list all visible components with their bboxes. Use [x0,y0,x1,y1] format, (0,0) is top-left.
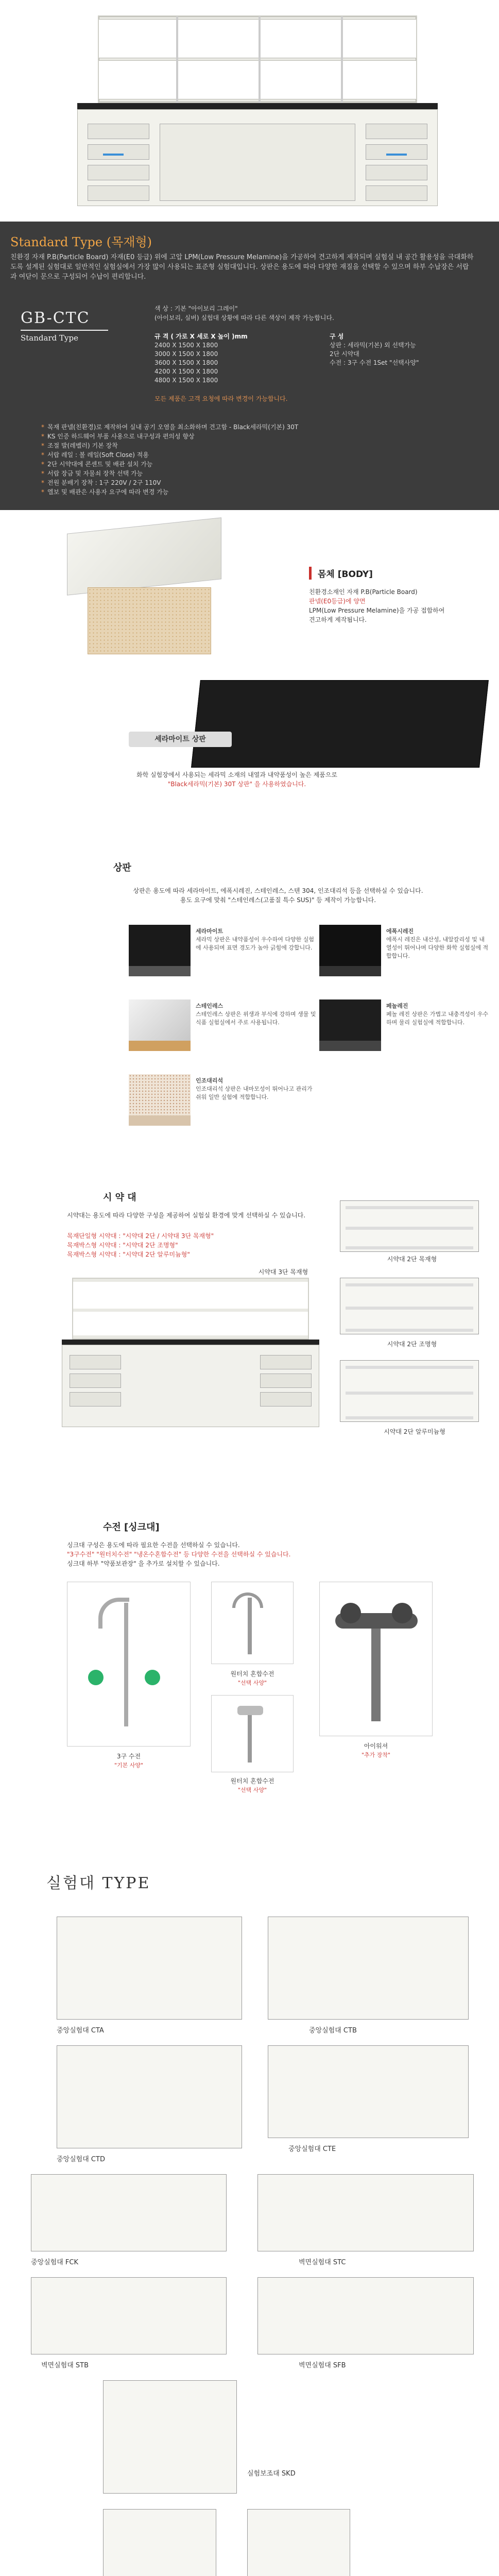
color-note: (아이보리, 실버) 실험대 상황에 따라 다른 색상이 제작 가능합니다. [154,314,334,321]
sink-caption-4: 아이워셔 [364,1742,388,1750]
type-section [0,1860,499,2576]
eye-washer-illustration [319,1582,433,1736]
size-heading: 규 격 ( 가로 X 세로 X 높이 )mm [154,333,248,340]
type-label-skd: 실험보조대 SKD [247,2470,296,2478]
shelf-title: 시 약 대 [103,1192,136,1203]
faucet-3way-illustration [67,1582,191,1747]
plate-section [0,829,499,1190]
hero-bench-illustration [77,15,438,206]
size-list [154,332,248,385]
plate-intro-line: 용도 요구에 맞춰 "스테인레스(고품질 특수 SUS)" 등 제작이 가능합니다. [180,896,376,904]
type-label-cte: 중앙실험대 CTE [288,2145,336,2153]
sink-caption-3: 원터치 혼합수전 [230,1777,274,1785]
composition-item: 상판 : 세라믹(기본) 외 선택가능 [330,342,416,349]
type-stc-illustration [257,2174,474,2251]
spec-description: 친환경 자재 P.B(Particle Board) 자재(E0 등급) 위에 고압 LPM(Low Pressure Melamine)을 가공하여 견고하게 제작되며 실험실 내 공간 활용성을 극대화하도록 설계된 실험대로 일반적인 실험실에서 가장 많이 사용되는 표준형 실험대입니다. 상판은 용도에 따라 다양한 재질을 선택할 수 있으며 하부 수납장은 서랍과 여닫이 문으로 구성되어 수납이 편리합니다. [10,253,474,281]
feature-list [41,422,298,497]
plate-desc-ceramite: 세라마이트 세라믹 상판은 내약품성이 우수하여 다양한 실험에 사용되며 표면 경도가 높아 긁힘에 강합니다. [196,928,315,951]
type-ctb-illustration [268,1917,469,2020]
shelf-option-2-illustration [340,1278,479,1334]
type-cta-illustration [57,1917,242,2020]
sink-caption-1-note: "기본 사양" [114,1762,144,1769]
type-title: 실험대 TYPE [46,1874,151,1892]
sink-caption-2-note: "선택 사양" [237,1680,267,1686]
body-text [309,587,479,624]
shelf-option: 목재박스형 시약대 : "시약대 2단 알루미늄형" [67,1251,190,1258]
sink-intro-line: 싱크대 하부 "약품보관장" 을 추가로 설치할 수 있습니다. [67,1560,220,1567]
shelf-caption-1: 시약대 2단 목재형 [387,1256,437,1263]
type-label-sfb: 벽면실험대 SFB [299,2362,346,2369]
spec-section [0,222,499,510]
plate-title: 상판 [113,862,131,873]
shelf-option: 목재박스형 시약대 : "시약대 2단 조명형" [67,1242,178,1249]
model-sub: Standard Type [21,333,78,343]
feature-item: * 조절 발(레벨러) 기본 장착 [41,442,118,449]
body-section [0,510,499,829]
shelf-main-illustration [62,1278,319,1432]
ceramic-text-line: 화학 실험장에서 사용되는 세라믹 소재의 내열과 내약품성이 높은 제품으로 [136,771,337,778]
type-label-ctb: 중앙실험대 CTB [309,2027,357,2035]
shelf-option-3-illustration [340,1360,479,1422]
body-text-line: 판넬(E0등급)에 양면 [309,598,366,605]
composition-item: 수전 : 3구 수전 1Set "선택사양" [330,359,419,366]
type-fck-illustration [31,2174,227,2251]
size-item: 3000 X 1500 X 1800 [154,350,218,358]
size-item: 2400 X 1500 X 1800 [154,342,218,349]
feature-item: * 서랍 레일 : 볼 레일(Soft Close) 적용 [41,451,149,459]
shelf-intro: 시약대는 용도에 따라 다양한 구성을 제공하여 실험실 환경에 맞게 선택하실 수 있습니다. [67,1212,306,1219]
feature-item: * 2단 시약대에 콘센트 및 배관 설치 가능 [41,461,153,468]
plate-desc-epoxy: 에폭시레진 에폭시 레진은 내산성, 내알칼리성 및 내열성이 뛰어나며 다양한 화학 실험실에 적합합니다. [386,928,489,959]
type-ctd-illustration [57,2045,242,2148]
body-text-line: LPM(Low Pressure Melamine)을 가공 접합하여 [309,607,445,614]
size-item: 4200 X 1500 X 1800 [154,368,218,375]
plate-tile-phenol [319,999,381,1051]
sink-caption-4-note: "추가 장착" [361,1752,391,1758]
shelf-option-1-illustration [340,1200,479,1252]
ceramic-plate-illustration [191,680,489,768]
shelf-section [0,1190,499,1520]
sink-title: 수전 [싱크대] [103,1522,160,1533]
ceramic-title-badge: 세라마이트 상판 [129,732,232,747]
hero-section [0,0,499,222]
sink-caption-2: 원터치 혼합수전 [230,1670,274,1677]
type-cte-illustration [268,2045,469,2138]
shelf-caption-main: 시약대 3단 목재형 [258,1268,308,1276]
ceramic-text [82,770,391,789]
sink-caption-1: 3구 수전 [116,1753,141,1760]
faucet-onetouch-illustration [211,1582,294,1664]
feature-item: * 목재 판넬(친환경)로 제작하여 실내 공기 오염을 최소화하며 견고함 - Black세라믹(기본) 30T [41,423,299,431]
sink-intro-line: "3구수전" "원터치수전" "냉온수혼합수전" 등 다양한 수전을 선택하실 수 있습니다. [67,1551,291,1558]
type-label-fck: 중앙실험대 FCK [31,2259,79,2266]
plate-desc-phenol: 페놀레진 페놀 레진 상판은 가볍고 내충격성이 우수하며 물리 실험실에 적합합니다. [386,1003,489,1026]
type-skd-illustration [103,2380,237,2494]
type-sfb-illustration [257,2277,474,2354]
feature-item: * KS 인증 하드웨어 부품 사용으로 내구성과 편의성 향상 [41,433,195,440]
type-label-ctd: 중앙실험대 CTD [57,2156,105,2163]
type-label-stc: 벽면실험대 STC [299,2259,346,2266]
spec-title: Standard Type (목재형) [10,235,152,249]
model-code: GB-CTC [21,309,90,327]
spec-note: 모든 제품은 고객 요청에 따라 변경이 가능합니다. [154,395,288,402]
plate-desc-stainless: 스테인레스 스테인레스 상판은 위생과 부식에 강하며 생물 및 식품 실험실에서 주로 사용됩니다. [196,1003,316,1026]
color-info [154,304,334,323]
type-label-cta: 중앙실험대 CTA [57,2027,104,2035]
board-illustration [67,526,221,659]
feature-item: * 전원 분배기 장착 : 1구 220V / 2구 110V [41,479,161,486]
plate-tile-stainless [129,999,191,1051]
type-coa-illustration [103,2509,216,2576]
size-item: 4800 X 1500 X 1800 [154,377,218,384]
body-text-line: 견고하게 제작됩니다. [309,616,367,623]
model-box [21,309,108,343]
type-label-stb: 벽면실험대 STB [41,2362,89,2369]
composition-item: 2단 시약대 [330,350,359,358]
plate-intro-line: 상판은 용도에 따라 세라마이트, 에폭시레진, 스테인레스, 스텐 304, 인조대리석 등을 선택하실 수 있습니다. [133,887,423,894]
shelf-caption-2: 시약대 2단 조명형 [387,1341,437,1348]
hero-reagent-shelf [98,15,417,103]
feature-item: * 서랍 장금 및 자물쇠 장착 선택 가능 [41,470,143,477]
sink-section [0,1520,499,1860]
size-item: 3600 X 1500 X 1800 [154,359,218,366]
body-title: 몸체 [BODY] [309,567,373,580]
plate-tile-epoxy [319,925,381,976]
type-cob-illustration [247,2509,350,2576]
sink-caption-3-note: "선택 사양" [237,1787,267,1793]
sink-intro-line: 싱크대 구성은 용도에 따라 필요한 수전을 선택하실 수 있습니다. [67,1541,240,1549]
plate-tile-marble [129,1074,191,1126]
body-text-line: 친환경소재인 자재 P.B(Particle Board) [309,588,418,596]
faucet-mixer-illustration [211,1695,294,1772]
feature-item: * 엘보 및 배관은 사용자 요구에 따라 변경 가능 [41,488,169,496]
shelf-caption-3: 시약대 2단 알루미늄형 [384,1428,445,1435]
plate-intro [113,886,443,905]
color-label: 색 상 : 기본 "아이보리 그레이" [154,305,238,312]
sink-intro [67,1540,438,1568]
type-stb-illustration [31,2277,227,2354]
shelf-options [67,1231,314,1259]
plate-tile-ceramite [129,925,191,976]
composition-list [330,332,419,367]
plate-desc-marble: 인조대리석 인조대리석 상판은 내마모성이 뛰어나고 관리가 쉬워 일반 실험에 적합합니다. [196,1077,313,1100]
composition-heading: 구 성 [330,333,344,340]
shelf-option: 목재단일형 시약대 : "시약대 2단 / 시약대 3단 목재형" [67,1232,214,1240]
ceramic-text-line: "Black세라믹(기본) 30T 상판" 을 사용하였습니다. [167,781,306,788]
